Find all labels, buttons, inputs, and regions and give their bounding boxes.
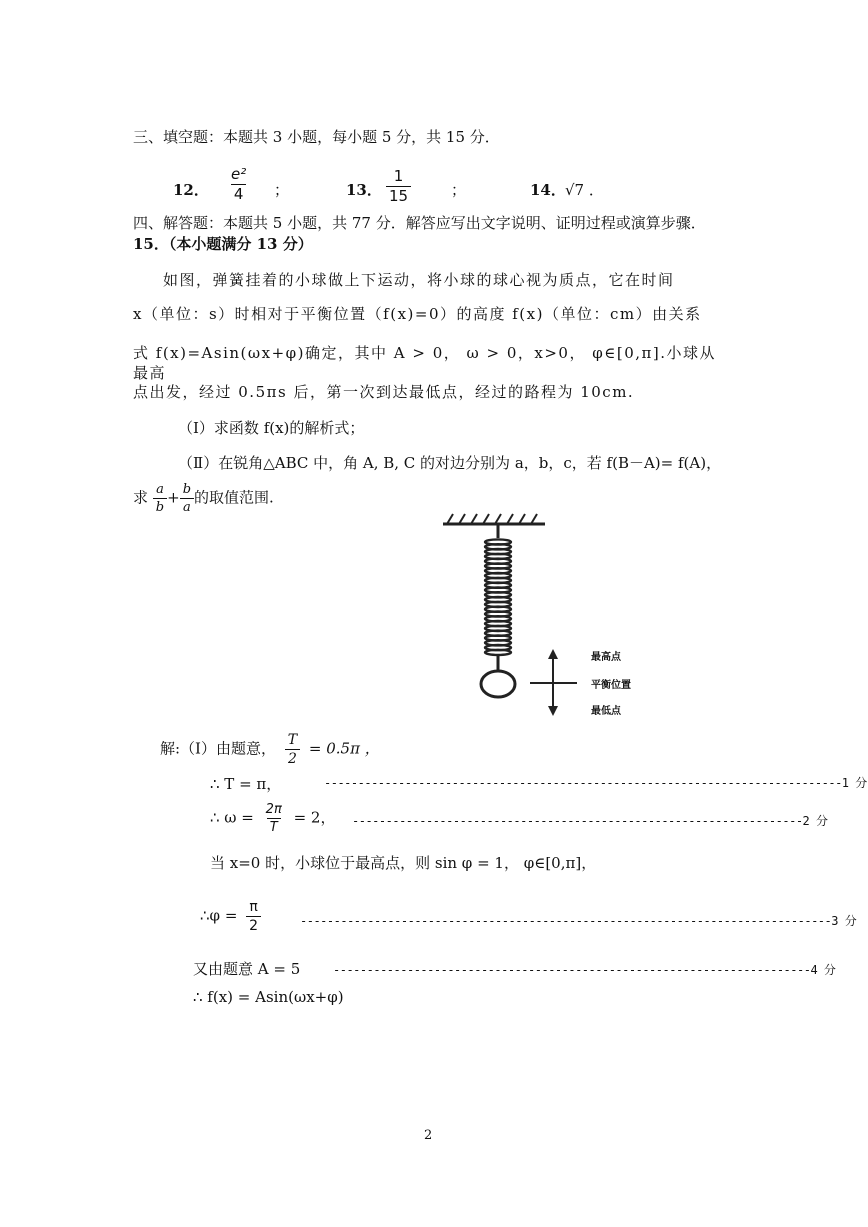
solution-step-6: 又由题意 A = 5 [193,960,301,978]
page-number: 2 [424,1128,433,1143]
q13-number: 13． [346,181,382,199]
q14-answer: √7 ． [565,181,604,199]
solution-step-1: 解:（Ⅰ）由题意， $\frac{T}{2}$ = 0.5π ， [160,732,380,767]
score-marker-1: -----------------------------------------------------------------------------1 分 [324,776,867,790]
problem-line-1: 如图，弹簧挂着的小球做上下运动，将小球的球心视为质点，它在时间 [163,271,675,289]
solution-step-5: ∴φ = $\frac{\pi}{2}$ [200,900,261,933]
q12-number: 12． [173,181,209,199]
label-lowest-point: 最低点 [591,706,621,717]
score-marker-4: -----------------------------------------------------------------------4 分 [333,963,836,977]
label-equilibrium: 平衡位置 [591,680,631,691]
solution-step-2: ∴ T = π， [210,775,282,793]
score-marker-2: -------------------------------------------------------------------2 分 [352,814,828,828]
problem-line-2: x（单位：s）时相对于平衡位置（f(x)=0）的高度 f(x)（单位：cm）由关系 [133,305,702,323]
solution-step-7: ∴ f(x) = Asin(ωx+φ) [193,988,344,1006]
section3-heading: 三、填空题：本题共 3 小题，每小题 5 分，共 15 分． [133,128,500,146]
section4-heading: 四、解答题：本题共 5 小题，共 77 分．解答应写出文字说明、证明过程或演算步骤． [133,214,706,232]
spring-diagram [437,506,661,724]
problem-line-4: 点出发，经过 0.5πs 后，第一次到达最低点，经过的路程为 10cm. [133,383,635,401]
q13-answer: $\frac{1}{15}$ [386,169,411,204]
score-marker-3: -------------------------------------------------------------------------------3 分 [300,914,857,928]
problem-line-3: 式 f(x)=Asin(ωx+φ)确定，其中 A > 0， ω > 0，x>0， φ∈[0,π].小球从最高 [133,344,716,382]
q12-answer: $\frac{\text{e²}}{4}$ [231,165,247,203]
label-highest-point: 最高点 [591,652,621,663]
solution-step-4: 当 x=0 时，小球位于最高点，则 sin φ = 1， φ∈[0,π]， [210,854,597,872]
part-2-expression: 求 $\frac{a}{b}$ + $\frac{b}{a}$ 的取值范围. [133,482,274,515]
separator: ； [274,181,290,199]
separator: ； [451,181,467,199]
part-2: （Ⅱ）在锐角△ABC 中，角 A, B, C 的对边分别为 a，b，c，若 f(B－A)= f(A)， [178,454,722,472]
spring-figure [437,506,661,724]
question-15-title: 15．（本小题满分 13 分） [133,235,313,253]
q14-number: 14． [530,181,566,199]
solution-step-3: ∴ ω = $\frac{2\pi}{T}$ = 2， [210,802,336,835]
part-1: （Ⅰ）求函数 f(x)的解析式； [178,419,365,437]
